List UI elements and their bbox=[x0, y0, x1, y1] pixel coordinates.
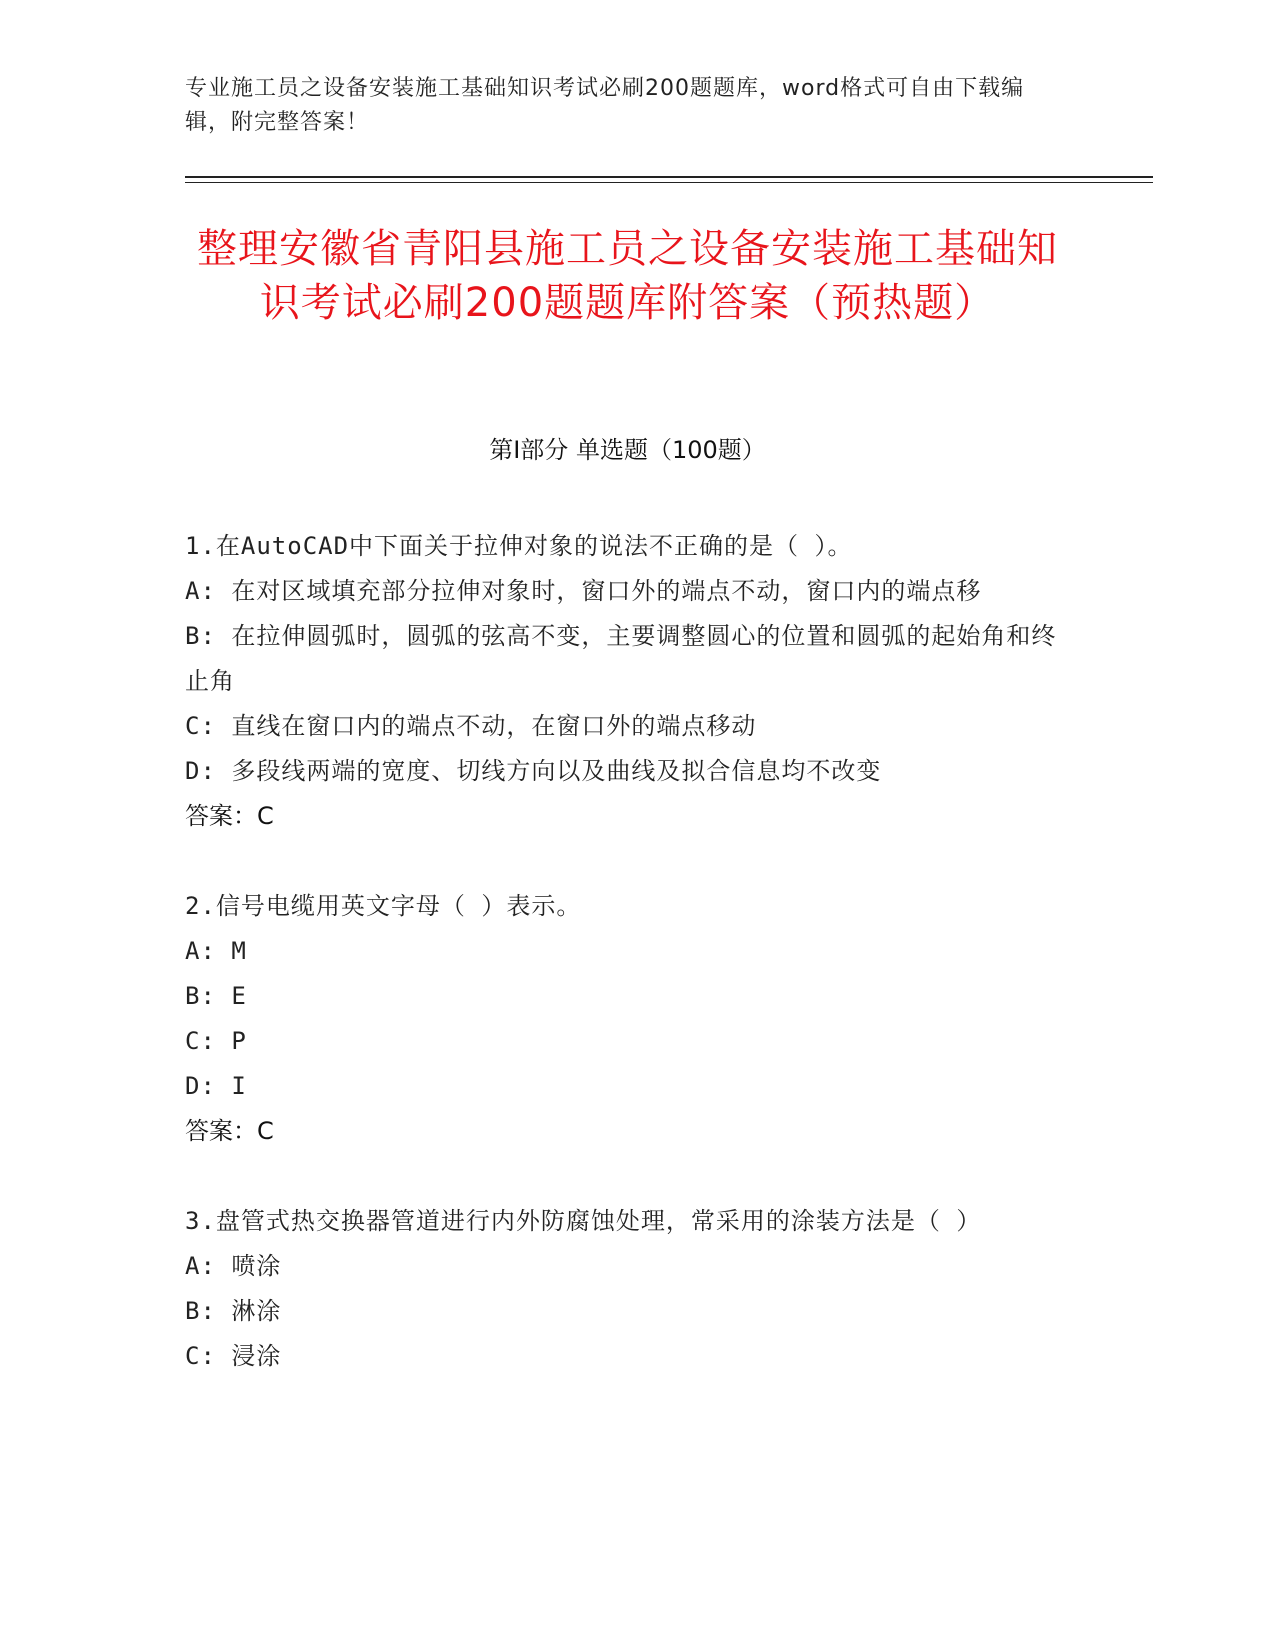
option-b: B: 淋涂 bbox=[185, 1297, 282, 1325]
option-b: B: 在拉伸圆弧时，圆弧的弦高不变，主要调整圆心的位置和圆弧的起始角和终止角 bbox=[185, 622, 1057, 695]
question-stem: 1.在AutoCAD中下面关于拉伸对象的说法不正确的是（ ）。 bbox=[185, 532, 853, 560]
option-d: D: 多段线两端的宽度、切线方向以及曲线及拟合信息均不改变 bbox=[185, 757, 882, 785]
option-a: A: 喷涂 bbox=[185, 1252, 282, 1280]
question-stem: 3.盘管式热交换器管道进行内外防腐蚀处理，常采用的涂装方法是（ ） bbox=[185, 1207, 982, 1235]
question-3 bbox=[185, 1199, 1075, 1379]
question-1 bbox=[185, 524, 1075, 839]
question-stem: 2.信号电缆用英文字母（ ）表示。 bbox=[185, 892, 582, 920]
option-d: D: I bbox=[185, 1072, 247, 1100]
answer-line: 答案：C bbox=[185, 802, 274, 830]
header-rule-thin bbox=[185, 182, 1153, 183]
section-heading: 第Ⅰ部分 单选题（100题） bbox=[489, 436, 766, 464]
option-a: A: M bbox=[185, 937, 247, 965]
header-rule-thick bbox=[185, 176, 1153, 178]
option-c: C: P bbox=[185, 1027, 247, 1055]
option-a: A: 在对区域填充部分拉伸对象时，窗口外的端点不动，窗口内的端点移 bbox=[185, 577, 982, 605]
question-2 bbox=[185, 884, 1075, 1154]
option-b: B: E bbox=[185, 982, 247, 1010]
question-list bbox=[185, 524, 1075, 1424]
answer-line: 答案：C bbox=[185, 1117, 274, 1145]
header-note: 专业施工员之设备安装施工基础知识考试必刷200题题库，word格式可自由下载编辑，附完整答案！ bbox=[185, 76, 1025, 135]
document-title: 整理安徽省青阳县施工员之设备安装施工基础知识考试必刷200题题库附答案（预热题） bbox=[197, 226, 1058, 326]
option-c: C: 浸涂 bbox=[185, 1342, 282, 1370]
option-c: C: 直线在窗口内的端点不动，在窗口外的端点移动 bbox=[185, 712, 757, 740]
